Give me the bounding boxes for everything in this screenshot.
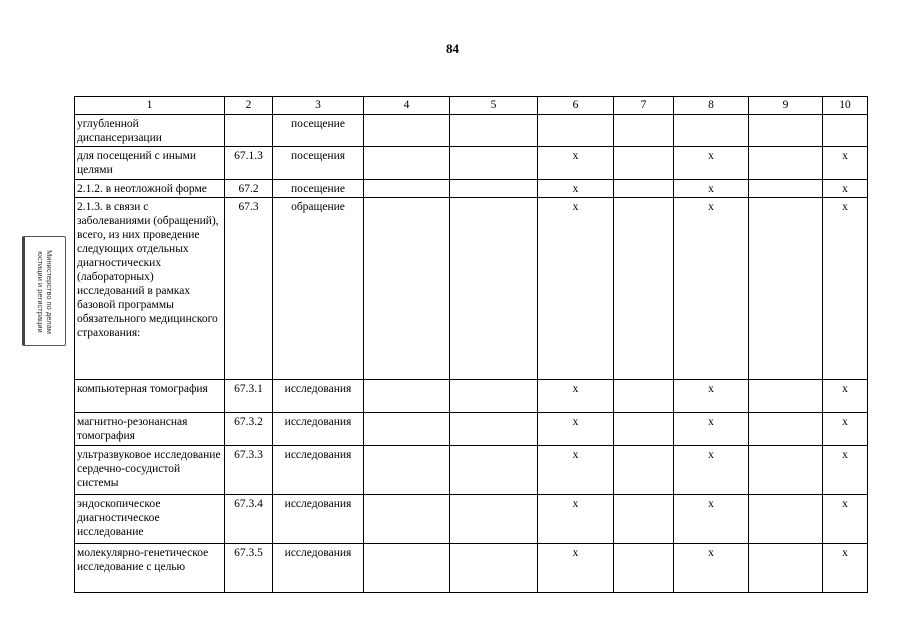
table-row <box>75 495 868 544</box>
row-col6-cell <box>538 115 614 147</box>
row-col7-cell <box>614 198 674 380</box>
row-col5-cell <box>450 147 538 180</box>
row-col9-cell <box>749 115 823 147</box>
row-name-cell: магнитно-резонансная томография <box>75 413 225 446</box>
row-col6-cell: x <box>538 413 614 446</box>
table-row <box>75 198 868 380</box>
row-col7-cell <box>614 544 674 593</box>
row-unit-cell: посещение <box>273 180 364 198</box>
row-col4-cell <box>364 180 450 198</box>
table-row <box>75 446 868 495</box>
row-col5-cell <box>450 115 538 147</box>
row-col9-cell <box>749 180 823 198</box>
row-col7-cell <box>614 147 674 180</box>
row-col4-cell <box>364 446 450 495</box>
header-cell: 1 <box>75 97 225 115</box>
row-col9-cell <box>749 198 823 380</box>
row-code-cell <box>225 115 273 147</box>
row-name-cell: 2.1.2. в неотложной форме <box>75 180 225 198</box>
row-col6-cell: x <box>538 544 614 593</box>
row-unit-cell: исследования <box>273 380 364 413</box>
header-cell: 8 <box>674 97 749 115</box>
row-name-cell: компьютерная томография <box>75 380 225 413</box>
row-unit-cell: исследования <box>273 544 364 593</box>
row-col10-cell: x <box>823 446 868 495</box>
row-col4-cell <box>364 495 450 544</box>
row-col6-cell: x <box>538 198 614 380</box>
header-cell: 9 <box>749 97 823 115</box>
row-code-cell: 67.2 <box>225 180 273 198</box>
row-col8-cell: x <box>674 198 749 380</box>
row-col8-cell: x <box>674 180 749 198</box>
row-unit-cell: посещения <box>273 147 364 180</box>
row-col10-cell: x <box>823 180 868 198</box>
row-col4-cell <box>364 147 450 180</box>
row-col8-cell: x <box>674 147 749 180</box>
header-cell: 4 <box>364 97 450 115</box>
row-name-cell: ультразвуковое исследование сердечно-сосудистой системы <box>75 446 225 495</box>
header-cell: 6 <box>538 97 614 115</box>
data-table <box>74 96 868 593</box>
registration-stamp <box>22 236 66 346</box>
row-name-cell: 2.1.3. в связи с заболеваниями (обращений), всего, из них проведение следующих отдельных диагностических (лабораторных) исследований в рамках базовой программы обязательного медицинского страхования: <box>75 198 225 380</box>
row-col6-cell: x <box>538 147 614 180</box>
row-col5-cell <box>450 446 538 495</box>
row-col6-cell: x <box>538 446 614 495</box>
row-name-cell: для посещений с иными целями <box>75 147 225 180</box>
header-row <box>75 97 868 115</box>
row-col8-cell <box>674 115 749 147</box>
row-col8-cell: x <box>674 413 749 446</box>
row-col8-cell: x <box>674 544 749 593</box>
page-number: 84 <box>446 41 459 56</box>
table-row <box>75 147 868 180</box>
row-code-cell: 67.3.1 <box>225 380 273 413</box>
table-row <box>75 180 868 198</box>
table-row <box>75 380 868 413</box>
row-col4-cell <box>364 413 450 446</box>
row-col10-cell: x <box>823 413 868 446</box>
row-col10-cell <box>823 115 868 147</box>
row-unit-cell: исследования <box>273 446 364 495</box>
row-col5-cell <box>450 380 538 413</box>
row-col9-cell <box>749 544 823 593</box>
header-cell: 5 <box>450 97 538 115</box>
row-col7-cell <box>614 115 674 147</box>
row-unit-cell: исследования <box>273 495 364 544</box>
row-col10-cell: x <box>823 147 868 180</box>
row-name-cell: углубленной диспансеризации <box>75 115 225 147</box>
row-col8-cell: x <box>674 380 749 413</box>
row-unit-cell: посещение <box>273 115 364 147</box>
stamp-line-1: Министерство по делам <box>45 250 54 334</box>
table-row <box>75 115 868 147</box>
row-col7-cell <box>614 413 674 446</box>
row-col5-cell <box>450 198 538 380</box>
row-col4-cell <box>364 380 450 413</box>
row-col6-cell: x <box>538 495 614 544</box>
row-code-cell: 67.3.4 <box>225 495 273 544</box>
row-col9-cell <box>749 380 823 413</box>
row-col10-cell: x <box>823 544 868 593</box>
row-col4-cell <box>364 198 450 380</box>
row-col5-cell <box>450 180 538 198</box>
row-col6-cell: x <box>538 180 614 198</box>
row-unit-cell: обращение <box>273 198 364 380</box>
row-col10-cell: x <box>823 380 868 413</box>
row-col4-cell <box>364 115 450 147</box>
row-col5-cell <box>450 413 538 446</box>
header-cell: 3 <box>273 97 364 115</box>
row-col7-cell <box>614 446 674 495</box>
row-col4-cell <box>364 544 450 593</box>
row-col9-cell <box>749 495 823 544</box>
row-col8-cell: x <box>674 446 749 495</box>
stamp-line-2: юстиции и регистрации <box>36 251 45 333</box>
row-code-cell: 67.3.5 <box>225 544 273 593</box>
row-col6-cell: x <box>538 380 614 413</box>
stamp-text <box>36 238 54 346</box>
row-unit-cell: исследования <box>273 413 364 446</box>
row-col7-cell <box>614 495 674 544</box>
row-col7-cell <box>614 380 674 413</box>
table-row <box>75 544 868 593</box>
header-cell: 7 <box>614 97 674 115</box>
row-name-cell: эндоскопическое диагностическое исследование <box>75 495 225 544</box>
row-code-cell: 67.3 <box>225 198 273 380</box>
header-cell: 2 <box>225 97 273 115</box>
row-col7-cell <box>614 180 674 198</box>
row-code-cell: 67.3.2 <box>225 413 273 446</box>
header-cell: 10 <box>823 97 868 115</box>
row-col5-cell <box>450 544 538 593</box>
row-code-cell: 67.1.3 <box>225 147 273 180</box>
row-col10-cell: x <box>823 198 868 380</box>
row-col5-cell <box>450 495 538 544</box>
row-col8-cell: x <box>674 495 749 544</box>
row-col9-cell <box>749 147 823 180</box>
row-col9-cell <box>749 413 823 446</box>
row-name-cell: молекулярно-генетическое исследование с целью <box>75 544 225 593</box>
table-row <box>75 413 868 446</box>
row-col9-cell <box>749 446 823 495</box>
row-code-cell: 67.3.3 <box>225 446 273 495</box>
row-col10-cell: x <box>823 495 868 544</box>
